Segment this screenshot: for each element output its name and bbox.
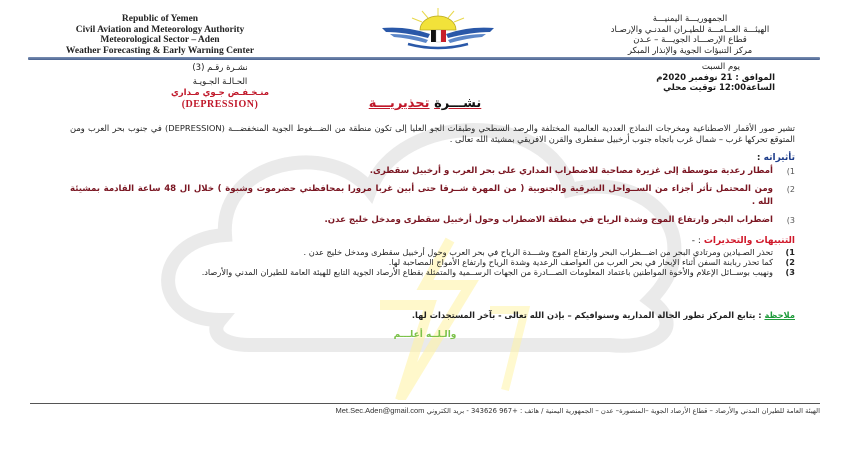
warnings-heading-text: التنبيهات والتحذيرات	[703, 236, 795, 246]
cloud-lightning-watermark-icon	[130, 70, 730, 400]
effects-item	[70, 183, 795, 209]
title-part-2: تحذيريـــة	[368, 96, 430, 111]
effects-heading	[757, 153, 795, 163]
warning-item	[70, 268, 795, 278]
item-text: ومن المحتمل تأثر أجزاء من الســواحل الشرقية والجنوبية ( من المهرة شــرقا حتى أبين غربا مرورا بمحافظتي حضرموت وشبوة ) خلال ال 48 ساعة القادمة بمشيئة الله .	[70, 184, 773, 207]
item-number: 3)	[785, 267, 795, 278]
header-ar-line: قطاع الإرصـــاد الجويـــة – عـدن	[633, 35, 747, 45]
title-part-1: نشـــرة	[434, 96, 482, 111]
item-text: ونهيب بوســائل الإعلام والأخوة المواطنين باعتماد المعلومات الصـــادرة من الجهات الرســمية والمتمثلة بقطاع الأرصاد الجوية التابع للهيئة العامة للطيران المدني والأرصاد.	[201, 267, 773, 278]
effects-item	[70, 165, 795, 178]
item-text: اضطراب البحر وارتفاع الموج وشدة الرياح في منطقة الاضطراب وحول أرخبيل سقطرى ومدخل خليج عدن.	[324, 215, 773, 225]
footer-email-link[interactable]: Met.Sec.Aden@gmail.com	[335, 406, 425, 415]
note-label: ملاحظة	[764, 310, 795, 320]
closing-phrase: والـلــه أعلـــم	[393, 330, 457, 340]
header-divider	[28, 57, 820, 60]
header-en-line: Republic of Yemen	[121, 14, 199, 24]
bulletin-title	[0, 96, 850, 111]
item-number: 1)	[785, 247, 795, 257]
date-info	[555, 62, 775, 94]
day-label: يوم السبت	[701, 62, 740, 72]
item-number: 2)	[785, 257, 795, 268]
header-ar-line: الجمهوريـــة اليمنيـــة	[652, 14, 728, 24]
item-text: أمطار رعدية متوسطة إلى غزيرة مصاحبة للاضطراب المداري على بحر العرب و أرخبيل سقطرى.	[369, 166, 773, 176]
header-ar-line: الهيئـــة العــامـــة للطيـران المدنـي والإرصـاد	[610, 24, 770, 35]
warnings-list	[70, 248, 795, 278]
warnings-heading	[692, 236, 795, 246]
note-text: : يتابع المركز تطور الحالة المدارية وسنوافيكم – بإذن الله تعالى - بآخر المستجدات لها.	[411, 310, 765, 320]
warnings-heading-colon: : -	[691, 236, 704, 246]
effects-heading-text: تأثيراته	[763, 153, 795, 163]
effects-list	[70, 165, 795, 227]
header-en-line: Civil Aviation and Meteorology Authority	[75, 24, 245, 35]
note	[412, 310, 795, 320]
header-arabic-block	[570, 14, 810, 56]
item-text: كما تحذر ربابنة السفن أثناء الإبحار في بحر العرب من العواصف الرعدية وشدة الرياح وارتفاع الأمواج المصاحبة لها.	[388, 257, 773, 268]
footer	[30, 406, 820, 415]
header-en-line: Weather Forecasting & Early Warning Center	[65, 45, 255, 56]
footer-text: الهيئة العامة للطيران المدني والأرصاد – قطاع الأرصاد الجوية –المنصورة– عدن – الجمهورية اليمنية / هاتف : +967 343626 - بريد الكتروني	[424, 407, 820, 415]
item-number: 1)	[786, 167, 795, 176]
date-label: الموافق : 21 نوفمبر 2020م	[656, 72, 775, 83]
time-label: الساعة12:00 توقيت محلي	[663, 83, 775, 93]
header-ar-line: مركز التنبؤات الجوية والإنذار المبكر	[627, 45, 753, 56]
condition-label: الحـالـة الجـويـة	[192, 77, 248, 87]
item-text: تحذر الصـيادين ومرتادي البحر من اضـــطراب البحر وارتفاع الموج وشـــدة الرياح في بحر العرب وحول أرخبيل سقطرى ومدخل خليج عدن .	[303, 247, 773, 257]
condition-value-en: (DEPRESSION)	[181, 99, 259, 110]
item-number: 2)	[786, 185, 795, 194]
header-english-block	[30, 14, 290, 56]
condition-value: منـخـفـض جـوي مـداري	[170, 88, 270, 98]
header-en-line: Meteorological Sector – Aden	[100, 35, 220, 45]
effects-heading-colon: :	[756, 153, 764, 163]
item-number: 3)	[786, 216, 795, 225]
bulletin-number: نشـرة رقـم (3)	[192, 63, 248, 73]
aviation-meteorology-logo-icon	[378, 6, 498, 50]
footer-divider	[30, 403, 820, 404]
intro-paragraph: تشير صور الأقمار الاصطناعية ومخرجات النماذج العددية العالمية المختلفة والرصد السطحي وطبقات الجو العليا إلى تكون منطقة من الضـــغوط الجوية المنخفضـــة (DEPRESSION) في جنوب بحر العرب ومن المتوقع تحركها غرب – شمال غرب باتجاه جنوب أرخبيل سقطرى والقرن الافريقي بمشيئة الله تعالى .	[70, 123, 795, 144]
effects-item	[70, 214, 795, 227]
